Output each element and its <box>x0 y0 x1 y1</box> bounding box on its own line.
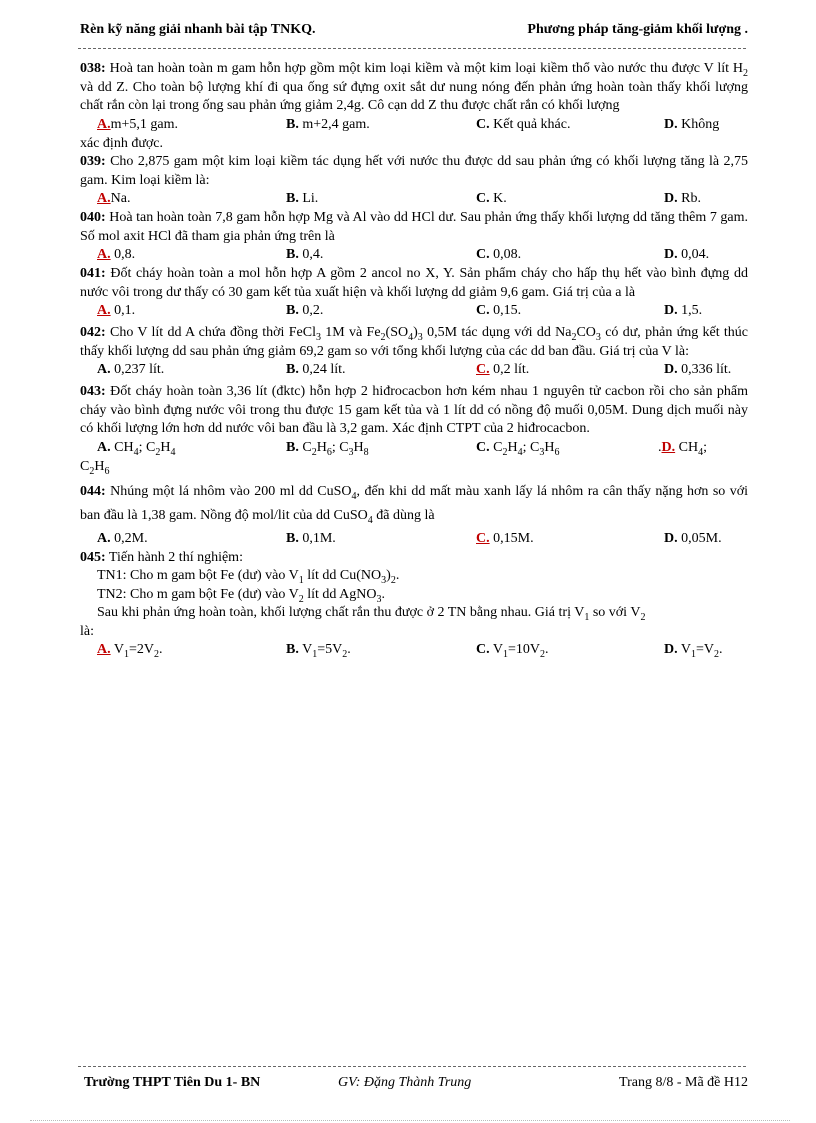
question-44: 044: Nhúng một lá nhôm vào 200 ml dd CuSO$_4$, đến khi dd mất màu xanh lấy lá nhôm ra cân thấy nặng hơn so với ban đầu là 1,38 gam. Nồng độ mol/lit của dd CuSO$_4$ đã dùng là <box>80 483 748 526</box>
option-d[interactable]: D. $V_1=V_2$. <box>664 642 723 660</box>
question-text-cont: và dd Z. Cho toàn bộ lượng khí đi qua ống sứ đựng oxit sắt dư nung nóng đến phản ứng hoàn toàn thấy khối lượng chất rắn còn lại trong ống sau phản ứng giảm 2,4g. Cô cạn dd Z thu được chất rắn có khối lượng <box>80 79 748 113</box>
question-text: Cho 2,875 gam một kim loại kiềm tác dụng hết với nước thu được dd sau phản ứng có khối lượng tăng là 2,75 gam. Kim loại kiềm là: <box>80 154 749 188</box>
question-42: 042: Cho V lít dd A chứa đồng thời FeCl$_3$ 1M và $Fe_2(SO_4)_3$ 0,5M tác dụng với dd $Na_2CO_3$ có dư, phản ứng kết thúc thấy khối lượng dd sau phản ứng giảm 69,2 gam so với tổng khối lượng của các dd ban đầu. Giá trị của V là: <box>80 325 749 359</box>
header-left: Rèn kỹ năng giải nhanh bài tập TNKQ. <box>80 22 316 37</box>
question-39: 039: Cho 2,875 gam một kim loại kiềm tác dụng hết với nước thu được dd sau phản ứng có khối lượng tăng là 2,75 gam. Kim loại kiềm là: <box>80 154 749 188</box>
questions-body <box>80 60 748 660</box>
option-c[interactable]: C. 0,08. <box>476 247 522 262</box>
option-b[interactable]: B. 0,2. <box>286 303 324 318</box>
option-b[interactable]: B. $C_2H_6$; $C_3H_8$ <box>286 439 369 458</box>
option-b[interactable]: B. 0,1M. <box>286 530 336 546</box>
option-c[interactable]: C. $V_1=10V_2$. <box>476 642 549 660</box>
option-b[interactable]: B. 0,4. <box>286 247 324 262</box>
options-41 <box>80 302 748 321</box>
options-44 <box>80 530 748 549</box>
option-a[interactable]: A.Na. <box>97 191 131 206</box>
option-c[interactable]: C. Kết quả khác. <box>476 116 571 132</box>
option-d[interactable]: D. 0,05M. <box>664 530 722 546</box>
option-a[interactable]: A. 0,2M. <box>97 530 148 546</box>
question-43: 043: Đốt cháy hoàn toàn 3,36 lít (đktc) hỗn hợp 2 hiđrocacbon hơn kém nhau 1 nguyên tử cacbon rồi cho sản phẩm cháy vào bình đựng nước vôi trong thu được 15 gam kết tủa và 1 lít dd có nồng độ muối 0,05M. Dung dịch muối này có khối lượng lớn hơn dd nước vôi ban đầu là 3,2 gam. Xác định CTPT của 2 hiđrocacbon. <box>80 384 748 436</box>
page-footer <box>84 1075 748 1095</box>
question-40: 040: Hoà tan hoàn toàn 7,8 gam hỗn hợp Mg và Al vào dd HCl dư. Sau phản ứng thấy khối lượng dd tăng thêm 7 gam. Số mol axit HCl đã tham gia phản ứng trên là <box>80 210 748 244</box>
option-c[interactable]: C. 0,15. <box>476 303 522 318</box>
option-d[interactable]: D. 1,5. <box>664 303 703 318</box>
option-b[interactable]: B. 0,24 lít. <box>286 362 346 377</box>
options-39 <box>80 190 748 209</box>
option-b[interactable]: B. m+2,4 gam. <box>286 116 370 132</box>
option-c[interactable]: C. 0,2 lít. <box>476 362 530 377</box>
question-text: Hoà tan hoàn toàn 7,8 gam hỗn hợp Mg và Al vào dd HCl dư. Sau phản ứng thấy khối lượng dd tăng thêm 7 gam. Số mol axit HCl đã tham gia phản ứng trên là <box>80 210 748 244</box>
option-a[interactable]: A.m+5,1 gam. <box>97 116 179 132</box>
option-a[interactable]: A. 0,237 lít. <box>97 362 165 377</box>
question-45: 045: Tiến hành 2 thí nghiệm: <box>80 549 243 565</box>
option-a[interactable]: A. 0,8. <box>97 247 136 262</box>
options-40 <box>80 246 748 265</box>
options-38 <box>80 116 748 135</box>
option-d[interactable]: .D. $CH_4$; <box>658 439 707 458</box>
page-edge <box>30 1120 790 1121</box>
option-b[interactable]: B. Li. <box>286 191 319 206</box>
option-d-wrap: $C_2H_6$ <box>80 458 110 477</box>
option-c[interactable]: C. $C_2H_4$; $C_3H_6$ <box>476 439 560 458</box>
options-42 <box>80 361 748 380</box>
option-c[interactable]: C. K. <box>476 191 507 206</box>
footer-teacher: GV: Đặng Thành Trung <box>338 1075 472 1090</box>
option-a[interactable]: A. $V_1=2V_2$. <box>97 642 163 660</box>
options-45 <box>80 641 748 660</box>
experiment-1: TN1: Cho m gam bột Fe (dư) vào $V_1$ lít dd $Cu(NO_3)_2$. <box>97 568 400 586</box>
subscript: 2 <box>743 68 749 79</box>
question-45-prompt-end: là: <box>80 623 94 639</box>
experiment-2: TN2: Cho m gam bột Fe (dư) vào $V_2$ lít dd AgNO$_3$. <box>97 586 385 605</box>
header-right: Phương pháp tăng-giảm khối lượng . <box>527 22 748 37</box>
option-d[interactable]: D. Rb. <box>664 191 701 206</box>
question-number: 038: <box>80 61 106 76</box>
footer-divider <box>78 1066 746 1067</box>
option-a[interactable]: A. 0,1. <box>97 303 136 318</box>
option-d[interactable]: D. Không <box>664 116 720 132</box>
question-text: Đốt cháy hoàn toàn a mol hỗn hợp A gồm 2 ancol no X, Y. Sản phẩm cháy cho hấp thụ hết vào bình đựng dd nước vôi trong dư thấy có 30 gam kết tủa xuất hiện và khối lượng dd giảm 9,6 gam. Giá trị của a là <box>80 266 748 300</box>
option-a[interactable]: A. $CH_4$; $C_2H_4$ <box>97 439 176 458</box>
question-38 <box>80 60 748 116</box>
option-d[interactable]: D. 0,336 lít. <box>664 362 732 377</box>
question-text: Hoà tan hoàn toàn m gam hỗn hợp gồm một kim loại kiềm và một kim loại kiềm thổ vào nước thu được V lít H <box>109 61 744 76</box>
question-41: 041: Đốt cháy hoàn toàn a mol hỗn hợp A gồm 2 ancol no X, Y. Sản phẩm cháy cho hấp thụ hết vào bình đựng dd nước vôi trong dư thấy có 30 gam kết tủa xuất hiện và khối lượng dd giảm 9,6 gam. Giá trị của a là <box>80 266 748 300</box>
footer-page: Trang 8/8 - Mã đề H12 <box>619 1075 748 1090</box>
page-header <box>80 22 748 42</box>
question-45-prompt: Sau khi phản ứng hoàn toàn, khối lượng chất rắn thu được ở 2 TN bằng nhau. Giá trị $V_1$ so với $V_2$ <box>97 605 646 623</box>
option-d-wrap: xác định được. <box>80 135 164 151</box>
option-d[interactable]: D. 0,04. <box>664 247 710 262</box>
question-text: Đốt cháy hoàn toàn 3,36 lít (đktc) hỗn hợp 2 hiđrocacbon hơn kém nhau 1 nguyên tử cacbon rồi cho sản phẩm cháy vào bình đựng nước vôi trong thu được 15 gam kết tủa và 1 lít dd có nồng độ muối 0,05M. Dung dịch muối này có khối lượng lớn hơn dd nước vôi ban đầu là 3,2 gam. Xác định CTPT của 2 hiđrocacbon. <box>80 384 748 436</box>
options-43 <box>80 439 748 458</box>
option-c[interactable]: C. 0,15M. <box>476 530 534 546</box>
option-b[interactable]: B. $V_1=5V_2$. <box>286 642 351 660</box>
question-text: Tiến hành 2 thí nghiệm: <box>108 549 243 565</box>
footer-school: Trường THPT Tiên Du 1- BN <box>84 1075 261 1090</box>
header-divider <box>78 48 746 49</box>
